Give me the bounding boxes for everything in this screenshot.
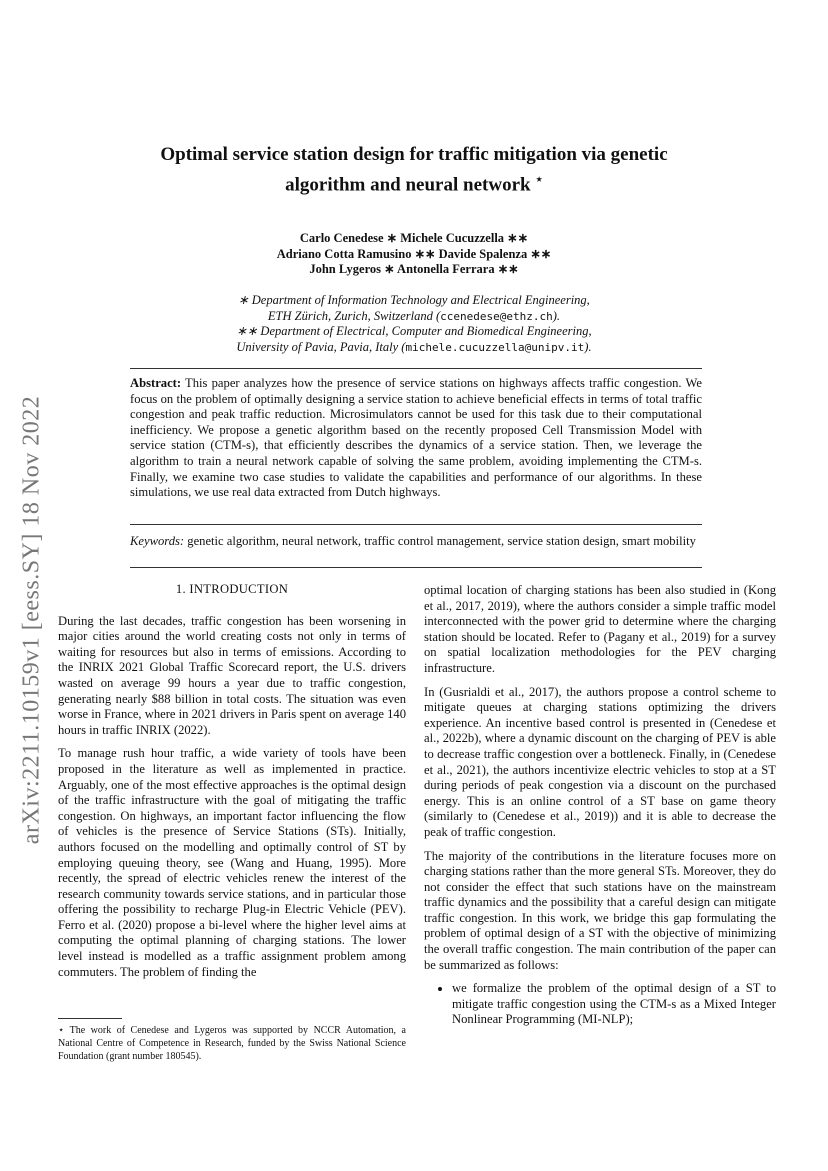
- paragraph: In (Gusrialdi et al., 2017), the authors propose a control scheme to mitigate queues at charging stations optimizing the drivers experience. An incentive based control is presented in (Cenedese et al., 2022b), where a dynamic discount on the charging of PEV is able to decrease traffic congestion over a bottleneck. Finally, in (Cenedese et al., 2021), the authors incentivize electric vehicles to stop at a ST during periods of peak congestion via a discount on the purchased energy. This is an online control of a ST base on game theory (similarly to (Cenedese et al., 2019)) and it is able to decrease the peak of traffic congestion.: [424, 684, 776, 839]
- arxiv-identifier: arXiv:2211.10159v1 [eess.SY] 18 Nov 2022: [18, 395, 45, 845]
- author-line: Adriano Cotta Ramusino ∗∗ Davide Spalenza ∗∗: [276, 246, 552, 261]
- author-line: Carlo Cenedese ∗ Michele Cucuzzella ∗∗: [299, 231, 529, 245]
- author-line: John Lygeros ∗ Antonella Ferrara ∗∗: [309, 262, 519, 276]
- title-footnote-mark: ⋆: [535, 172, 543, 186]
- keywords: [130, 534, 702, 550]
- left-column: [58, 582, 406, 988]
- affiliations: [150, 293, 678, 355]
- keywords-bottom-rule: [130, 567, 702, 568]
- affiliation-line: ∗∗ Department of Electrical, Computer and Biomedical Engineering,: [236, 324, 592, 338]
- paragraph: During the last decades, traffic congestion has been worsening in major cities around the world creating costs not only in terms of waiting for resources but also in terms of emissions. According to the INRIX 2021 Global Traffic Scorecard report, the U.S. drivers wasted on average 99 hours a year due to traffic congestion, generating nearly $88 billion in total costs. The situation was even worse in France, where in 2021 drivers in Paris spent on average 140 hours in traffic INRIX (2022).: [58, 613, 406, 737]
- paragraph: optimal location of charging stations has been also studied in (Kong et al., 2017, 2019), where the authors consider a simple traffic model interconnected with the power grid to determine where the charging station should be located. Refer to (Pagany et al., 2019) for a survey on spatial localization methodologies for the PEV charging infrastructure.: [424, 583, 776, 675]
- abstract-label: Abstract:: [130, 376, 182, 390]
- title-text: Optimal service station design for traffic mitigation via genetic algorithm and neural network: [160, 144, 668, 196]
- section-heading: 1. INTRODUCTION: [175, 582, 289, 596]
- paper-title: [150, 142, 678, 197]
- footnote-rule: [58, 1018, 122, 1019]
- contribution-list: [424, 981, 776, 1028]
- abstract-top-rule: [130, 368, 702, 369]
- keywords-label: Keywords:: [130, 534, 185, 548]
- keywords-top-rule: [130, 524, 702, 525]
- abstract: [130, 376, 702, 501]
- affiliation-line: ETH Zürich, Zurich, Switzerland (ccenedese@ethz.ch).: [267, 308, 561, 323]
- paragraph: The majority of the contributions in the literature focuses more on charging stations rather than the more general STs. Moreover, they do not consider the effect that such stations have on the mainstream traffic dynamics and the possibility that a careful design can mitigate traffic congestion. In this work, we bridge this gap formulating the problem of optimal design of a ST with the objective of minimizing the overall traffic congestion. The main contribution of the paper can be summarized as follows:: [424, 848, 776, 972]
- author-list: [150, 231, 678, 278]
- keywords-text: genetic algorithm, neural network, traffic control management, service station design, smart mobility: [187, 534, 696, 548]
- email-link[interactable]: ccenedese@ethz.ch: [440, 309, 553, 323]
- list-item: • we formalize the problem of the optimal design of a ST to mitigate traffic congestion using the CTM-s as a Mixed Integer Nonlinear Programming (MI-NLP);: [452, 981, 776, 1028]
- abstract-text: This paper analyzes how the presence of service stations on highways affects traffic congestion. We focus on the problem of optimally designing a service station to achieve beneficial effects in terms of total traffic congestion and peak traffic reduction. Microsimulators cannot be used for this task due to their computational inefficiency. We propose a genetic algorithm based on the recently proposed Cell Transmission Model with service station (CTM-s), that efficiently describes the dynamics of a service station. Then, we leverage the algorithm to train a neural network capable of solving the same problem, avoiding implementing the CTM-s. Finally, we examine two case studies to validate the capabilities and performance of our algorithms. In these simulations, we use real data extracted from Dutch highways.: [130, 376, 703, 500]
- affiliation-line: University of Pavia, Pavia, Italy (michele.cucuzzella@unipv.it).: [236, 339, 592, 354]
- email-link[interactable]: michele.cucuzzella@unipv.it: [405, 340, 585, 354]
- affiliation-line: ∗ Department of Information Technology and Electrical Engineering,: [238, 293, 590, 307]
- footnote: ⋆ The work of Cenedese and Lygeros was supported by NCCR Automation, a National Centre of Competence in Research, funded by the Swiss National Science Foundation (grant number 180545).: [58, 1025, 406, 1062]
- arxiv-sidebar: [14, 350, 50, 890]
- paragraph: To manage rush hour traffic, a wide variety of tools have been proposed in the literature as well as implemented in practice. Arguably, one of the most effective approaches is the optimal design of the traffic infrastructure with the goal of mitigating the traffic congestion. On highways, an important factor influencing the flow of vehicles is the presence of Service Stations (STs). Initially, authors focused on the modelling and optimally control of ST by employing queuing theory, see (Wang and Huang, 1995). More recently, the spread of electric vehicles renew the interest of the research community towards service stations, and in particular those offering the possibility to recharge Plug-in Electric Vehicle (PEV). Ferro et al. (2020) propose a bi-level where the higher level aims at computing the optimal planning of charging stations. The lower level instead is modelled as a traffic assignment problem among commuters. The problem of finding the: [58, 746, 406, 979]
- right-column: [424, 583, 776, 1028]
